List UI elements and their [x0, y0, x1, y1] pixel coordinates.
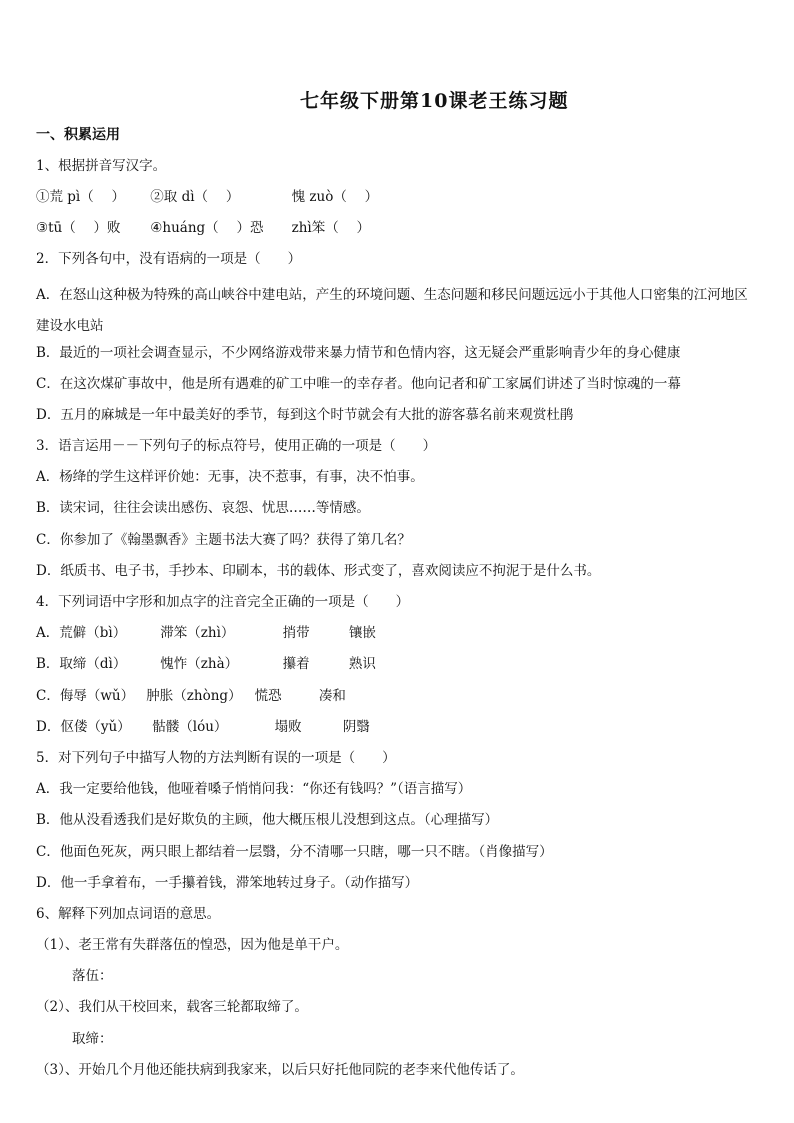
question-6-stem: 6、解释下列加点词语的意思。	[36, 906, 221, 922]
q4-b-word-4: 熟识	[348, 656, 376, 672]
question-6-sentence-1: （1）、老王常有失群落伍的惶恐，因为他是单干户。	[36, 937, 349, 953]
question-2-option-c: C．在这次煤矿事故中，他是所有遇难的矿工中唯一的幸存者。他向记者和矿工家属们讲述了当时惊魂的一幕	[36, 376, 681, 392]
question-3-option-a: A．杨绛的学生这样评价她：无事，决不惹事，有事，决不怕事。	[36, 469, 424, 485]
q4-c-word-4: 凑和	[318, 688, 346, 704]
question-2-option-d: D．五月的麻城是一年中最美好的季节，每到这个时节就会有大批的游客慕名前来观赏杜鹃	[36, 407, 574, 423]
q4-c-word-1: C．侮辱（wǔ）	[36, 688, 135, 704]
question-1-stem: 1、根据拼音写汉字。	[36, 158, 167, 174]
q4-a-word-3: 捎带	[282, 625, 310, 641]
section-heading: 一、积累运用	[36, 127, 120, 143]
question-2-option-b: B．最近的一项社会调查显示，不少网络游戏带来暴力情节和色情内容，这无疑会严重影响青少年的身心健康	[36, 345, 681, 361]
q4-d-word-1: D．伛偻（yǔ）	[36, 719, 131, 735]
q1-item-5: ④huáng（ ）恐	[150, 220, 264, 236]
question-2-option-a: A．在怒山这种极为特殊的高山峡谷中建电站，产生的环境问题、生态问题和移民问题远远小于其他人口密集的江河地区建设水电站	[36, 287, 748, 334]
q4-d-word-3: 塌败	[274, 719, 302, 735]
page-title: 七年级下册第10课老王练习题	[300, 90, 569, 112]
question-2-stem: 2．下列各句中，没有语病的一项是（ ）	[36, 251, 302, 267]
question-1-row-2	[36, 218, 370, 238]
q4-c-word-2: 肿胀（zhòng）	[146, 688, 242, 704]
q4-b-word-2: 愧怍（zhà）	[160, 656, 239, 672]
question-3-option-d: D．纸质书、电子书，手抄本、印刷本，书的载体、形式变了，喜欢阅读应不拘泥于是什么书。	[36, 563, 601, 579]
q4-b-word-1: B．取缔（dì）	[36, 656, 127, 672]
q4-d-word-4: 阴翳	[342, 719, 370, 735]
q1-item-1: ①荒 pì（ ）	[36, 189, 126, 205]
q1-item-3: 愧 zuò（ ）	[291, 189, 379, 205]
question-6-answer-1-label: 落伍：	[72, 968, 113, 984]
q4-b-word-3: 攥着	[282, 656, 310, 672]
question-5-option-b: B．他从没看透我们是好欺负的主顾，他大概压根儿没想到这点。（心理描写）	[36, 812, 499, 828]
q4-a-word-4: 镶嵌	[348, 625, 376, 641]
question-4-option-d	[36, 717, 370, 737]
question-3-option-b: B．读宋词，往往会读出感伤、哀怨、忧思……等情感。	[36, 500, 370, 516]
question-5-option-d: D．他一手拿着布，一手攥着钱，滞笨地转过身子。（动作描写）	[36, 875, 419, 891]
q4-c-word-3: 慌恐	[254, 688, 282, 704]
question-6-sentence-3: （3）、开始几个月他还能扶病到我家来，以后只好托他同院的老李来代他传话了。	[36, 1062, 524, 1078]
q1-item-4: ③tū（ ）败	[36, 220, 121, 236]
q4-a-word-2: 滞笨（zhì）	[160, 625, 235, 641]
q1-item-6: zhì笨（ ）	[291, 220, 371, 236]
question-4-option-c	[36, 686, 346, 706]
question-5-stem: 5．对下列句子中描写人物的方法判断有误的一项是（ ）	[36, 750, 396, 766]
question-3-stem: 3．语言运用－－下列句子的标点符号，使用正确的一项是（ ）	[36, 438, 437, 454]
question-6-answer-2-label: 取缔：	[72, 1031, 113, 1047]
question-6-sentence-2: （2）、我们从干校回来，载客三轮都取缔了。	[36, 999, 308, 1015]
question-5-option-c: C．他面色死灰，两只眼上都结着一层翳，分不清哪一只瞎，哪一只不瞎。（肖像描写）	[36, 844, 553, 860]
q4-a-word-1: A．荒僻（bì）	[36, 625, 127, 641]
question-1-row-1	[36, 187, 378, 207]
q1-item-2: ②取 dì（ ）	[150, 189, 240, 205]
question-4-stem: 4．下列词语中字形和加点字的注音完全正确的一项是（ ）	[36, 594, 410, 610]
question-5-option-a: A．我一定要给他钱，他哑着嗓子悄悄问我：“你还有钱吗？”（语言描写）	[36, 781, 472, 797]
question-3-option-c: C．你参加了《翰墨飘香》主题书法大赛了吗？获得了第几名？	[36, 532, 411, 548]
question-4-option-a	[36, 623, 376, 643]
q4-d-word-2: 骷髅（lóu）	[152, 719, 228, 735]
question-4-option-b	[36, 654, 376, 674]
